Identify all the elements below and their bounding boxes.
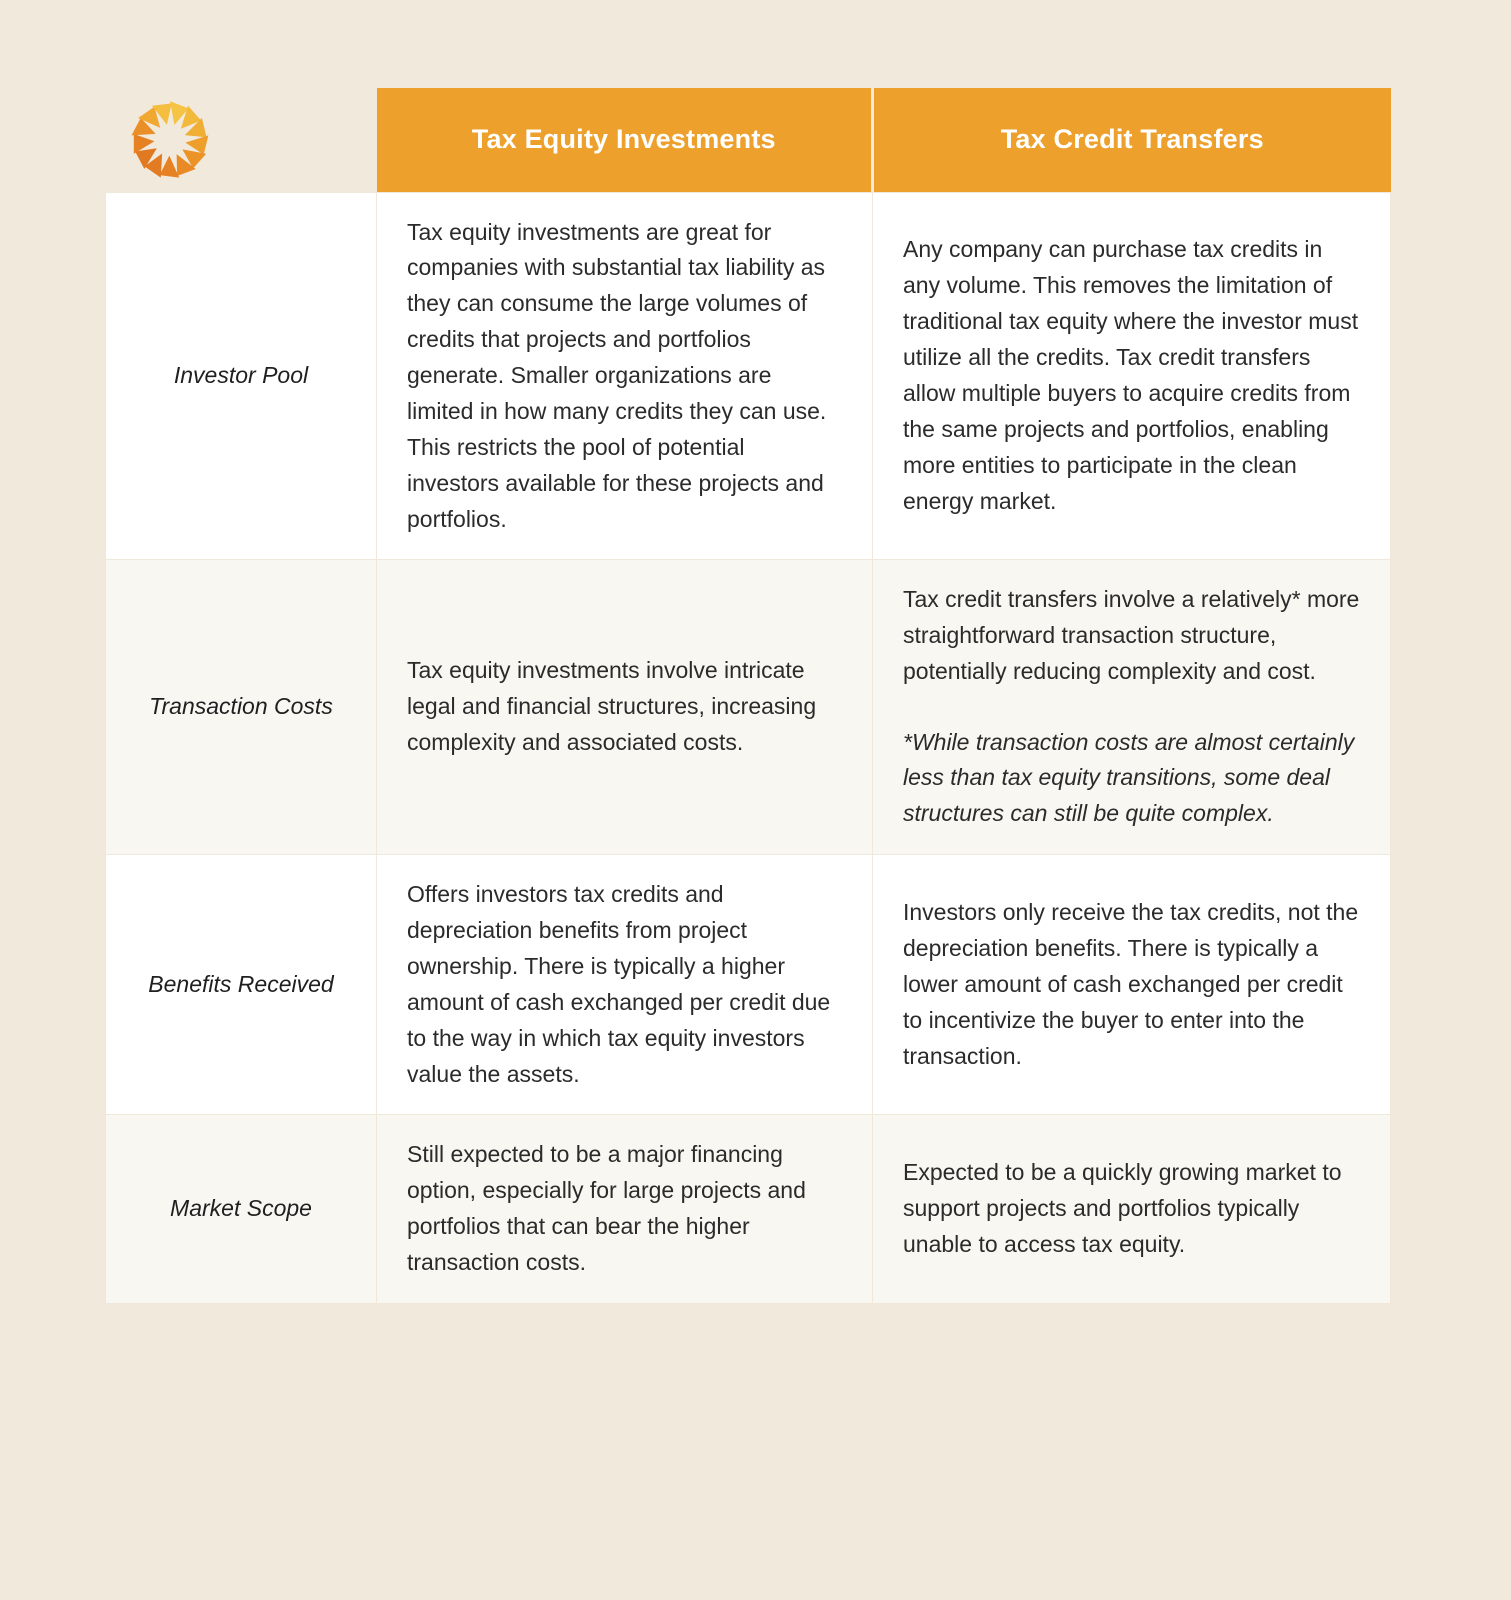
row-label-benefits-received: Benefits Received xyxy=(106,855,377,1115)
logo-cell xyxy=(106,88,377,192)
cell-paragraph: Any company can purchase tax credits in any volume. This removes the limitation of traditional tax equity where the investor must utilize all the credits. Tax credit transfers allow multiple buyers to acquire credits from the same projects and portfolios, enabling more entities to participate in the clean energy market. xyxy=(903,236,1359,514)
cell-transaction-costs-tax-equity xyxy=(377,560,873,855)
cell-benefits-received-tax-equity xyxy=(377,855,873,1115)
cell-investor-pool-tax-equity xyxy=(377,192,873,560)
row-label-transaction-costs: Transaction Costs xyxy=(106,560,377,855)
cell-footnote: *While transaction costs are almost certainly less than tax equity transitions, some deal structures can still be quite complex. xyxy=(903,728,1355,827)
table-row xyxy=(106,855,1391,1115)
cell-paragraph: Offers investors tax credits and depreciation benefits from project ownership. There is typically a higher amount of cash exchanged per credit due to the way in which tax equity investors value the assets. xyxy=(407,881,831,1087)
cell-investor-pool-tax-credit xyxy=(873,192,1391,560)
cell-paragraph: Still expected to be a major financing option, especially for large projects and portfolios that can bear the higher transaction costs. xyxy=(407,1141,806,1275)
comparison-table xyxy=(105,88,1391,1304)
table-body xyxy=(106,192,1391,1303)
cell-paragraph: Tax equity investments involve intricate legal and financial structures, increasing complexity and associated costs. xyxy=(407,657,817,756)
header-row xyxy=(106,88,1391,192)
cell-benefits-received-tax-credit xyxy=(873,855,1391,1115)
row-label-market-scope: Market Scope xyxy=(106,1115,377,1304)
cell-market-scope-tax-credit xyxy=(873,1115,1391,1304)
column-header-tax-equity-investments: Tax Equity Investments xyxy=(377,88,873,192)
table-row xyxy=(106,1115,1391,1304)
table-row xyxy=(106,560,1391,855)
cell-transaction-costs-tax-credit xyxy=(873,560,1391,855)
cell-paragraph: Tax credit transfers involve a relatively* more straightforward transaction structure, potentially reducing complexity and cost. xyxy=(903,586,1360,685)
column-header-tax-credit-transfers: Tax Credit Transfers xyxy=(873,88,1391,192)
table-row xyxy=(106,192,1391,560)
cell-market-scope-tax-equity xyxy=(377,1115,873,1304)
row-label-investor-pool: Investor Pool xyxy=(106,192,377,560)
cell-paragraph: Investors only receive the tax credits, not the depreciation benefits. There is typically a lower amount of cash exchanged per credit to incentivize the buyer to enter into the transaction. xyxy=(903,899,1359,1069)
cell-paragraph: Tax equity investments are great for companies with substantial tax liability as they can consume the large volumes of credits that projects and portfolios generate. Smaller organizations are limited in how many credits they can use. This restricts the pool of potential investors available for these projects and portfolios. xyxy=(407,218,827,532)
table-header xyxy=(106,88,1391,192)
cell-paragraph: Expected to be a quickly growing market to support projects and portfolios typically unable to access tax equity. xyxy=(903,1159,1342,1258)
sunburst-pinwheel-logo xyxy=(126,96,214,184)
